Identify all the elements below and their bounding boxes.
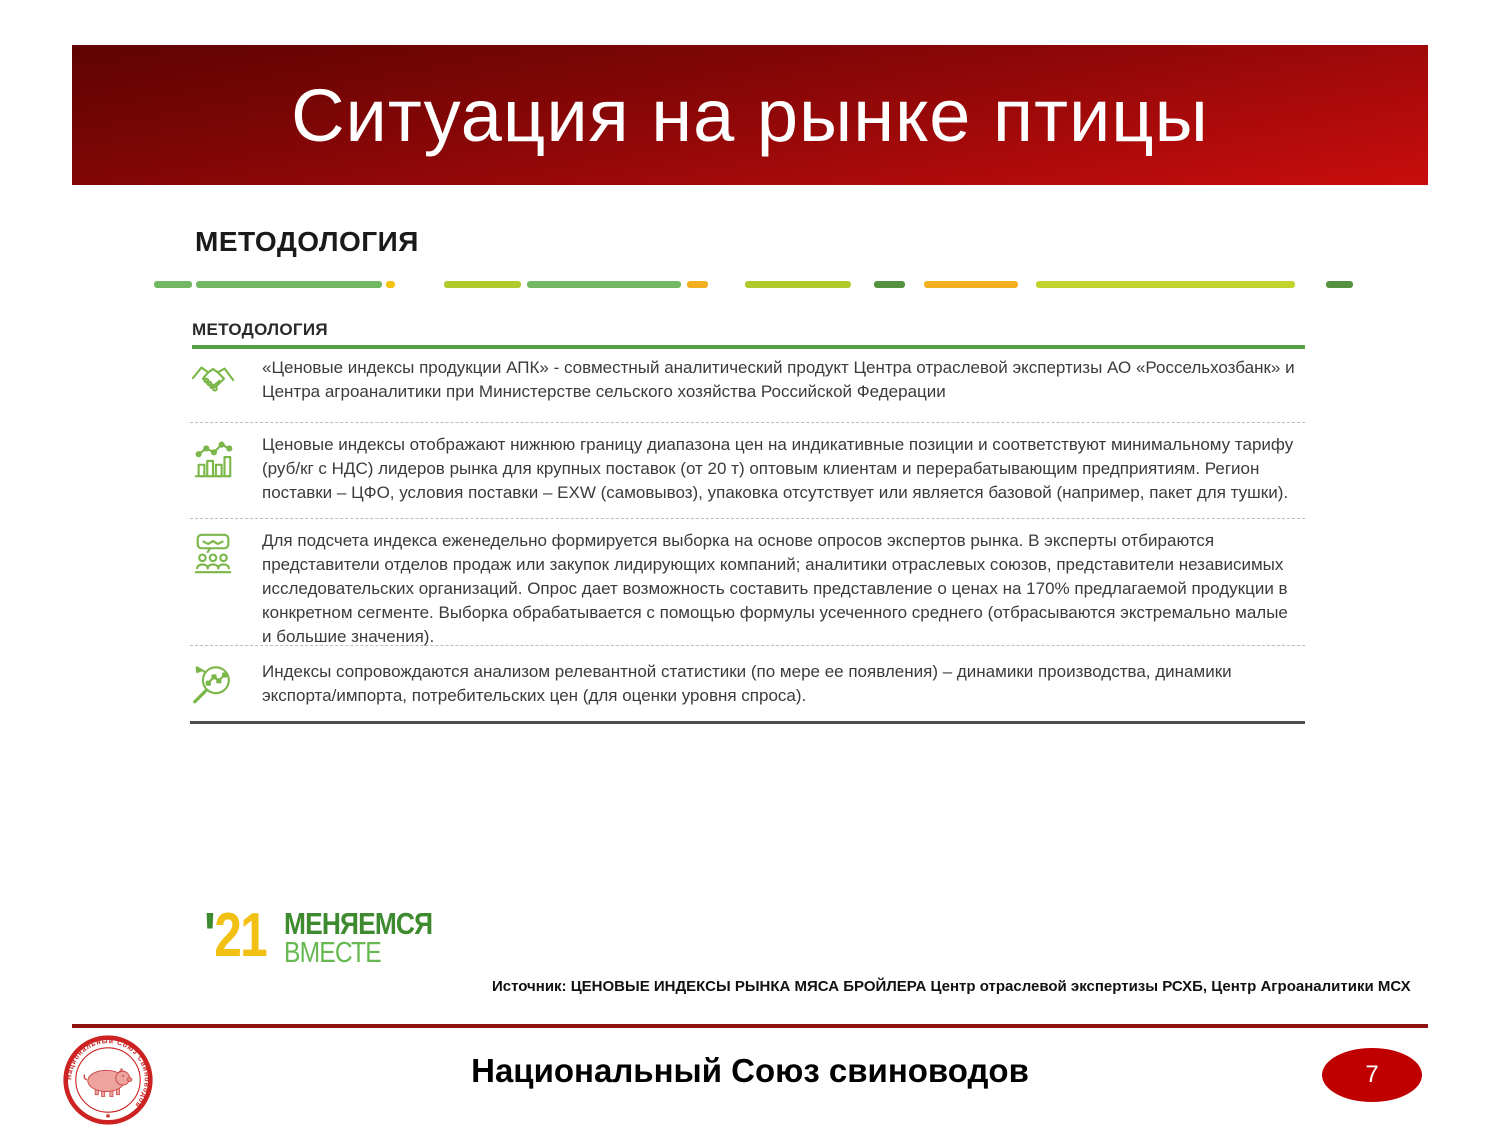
methodology-row: [190, 529, 1305, 649]
section-subheading: МЕТОДОЛОГИЯ: [192, 320, 328, 339]
divider-segment: [687, 281, 708, 288]
section-divider: [0, 281, 1500, 288]
divider-segment: [1326, 281, 1353, 288]
footer-rule: [72, 1024, 1428, 1028]
divider-segment: [1036, 281, 1295, 288]
methodology-text: «Ценовые индексы продукции АПК» - совместный аналитический продукт Центра отраслевой экспертизы АО «Россельхозбанк» и Центра агроаналитики при Министерстве сельского хозяйства Российской Федерации: [262, 358, 1295, 401]
magnifier-chart-icon: [190, 660, 236, 715]
divider-segment: [924, 281, 1018, 288]
methodology-row: [190, 433, 1305, 505]
page-title: Ситуация на рынке птицы: [291, 73, 1209, 157]
section-heading: МЕТОДОЛОГИЯ: [195, 226, 419, 257]
green-rule: [192, 345, 1305, 349]
methodology-row: [190, 660, 1305, 715]
row-separator: [190, 645, 1305, 646]
methodology-text: Ценовые индексы отображают нижнюю границу диапазона цен на индикативные позиции и соответствуют минимальному тарифу (руб/кг с НДС) лидеров рынка для крупных поставок (от 20 т) оптовым клиентам и перерабатывающим предприятиям. Регион поставки – ЦФО, условия поставки – EXW (самовывоз), упаковка отсутствует или является базовой (например, пакет для тушки).: [262, 435, 1294, 502]
divider-segment: [444, 281, 521, 288]
divider-segment: [386, 281, 395, 288]
page-number: 7: [1365, 1061, 1379, 1088]
divider-segment: [745, 281, 851, 288]
methodology-text: Для подсчета индекса еженедельно формируется выборка на основе опросов экспертов рынка. В эксперты отбираются представители отделов продаж или закупок лидирующих компаний; аналитики отраслевых союзов, представители независимых исследовательских организаций. Опрос дает возможность составить представление о ценах на 170% предлагаемой продукции в конкретном сегменте. Выборка обрабатывается с помощью формулы усеченного среднего (отбрасываются экстремально малые и большие значения).: [262, 531, 1288, 646]
seal-bottom-mark: ✱: [105, 1114, 111, 1121]
bar-chart-icon: [190, 433, 236, 505]
divider-segment: [527, 281, 681, 288]
logo-21-menyaemsya-vmeste: [204, 901, 458, 970]
title-banner: [72, 45, 1428, 185]
handshake-icon: [190, 356, 236, 411]
page-number-badge: [1322, 1048, 1422, 1102]
row-separator: [190, 422, 1305, 423]
seal-curved-text: Национальный Союз Свиноводов: [66, 1038, 150, 1109]
row-separator: [190, 518, 1305, 519]
logo-word-1: МЕНЯЕМСЯ: [283, 906, 432, 941]
logo-year: '21: [204, 901, 267, 970]
source-note: Источник: ЦЕНОВЫЕ ИНДЕКСЫ РЫНКА МЯСА БРОЙЛЕРА Центр отраслевой экспертизы РСХБ, Центр Агроаналитики МСХ: [492, 978, 1411, 995]
survey-people-icon: [190, 529, 236, 649]
divider-segment: [196, 281, 382, 288]
divider-segment: [154, 281, 192, 288]
methodology-text: Индексы сопровождаются анализом релевантной статистики (по мере ее появления) – динамики производства, динамики экспорта/импорта, потребительских цен (для оценки уровня спроса).: [262, 662, 1232, 705]
methodology-row: [190, 356, 1305, 411]
section-end-rule: [190, 721, 1305, 724]
logo-word-2: ВМЕСТЕ: [283, 937, 381, 969]
footer-organization: Национальный Союз свиноводов: [471, 1052, 1029, 1089]
divider-segment: [874, 281, 905, 288]
